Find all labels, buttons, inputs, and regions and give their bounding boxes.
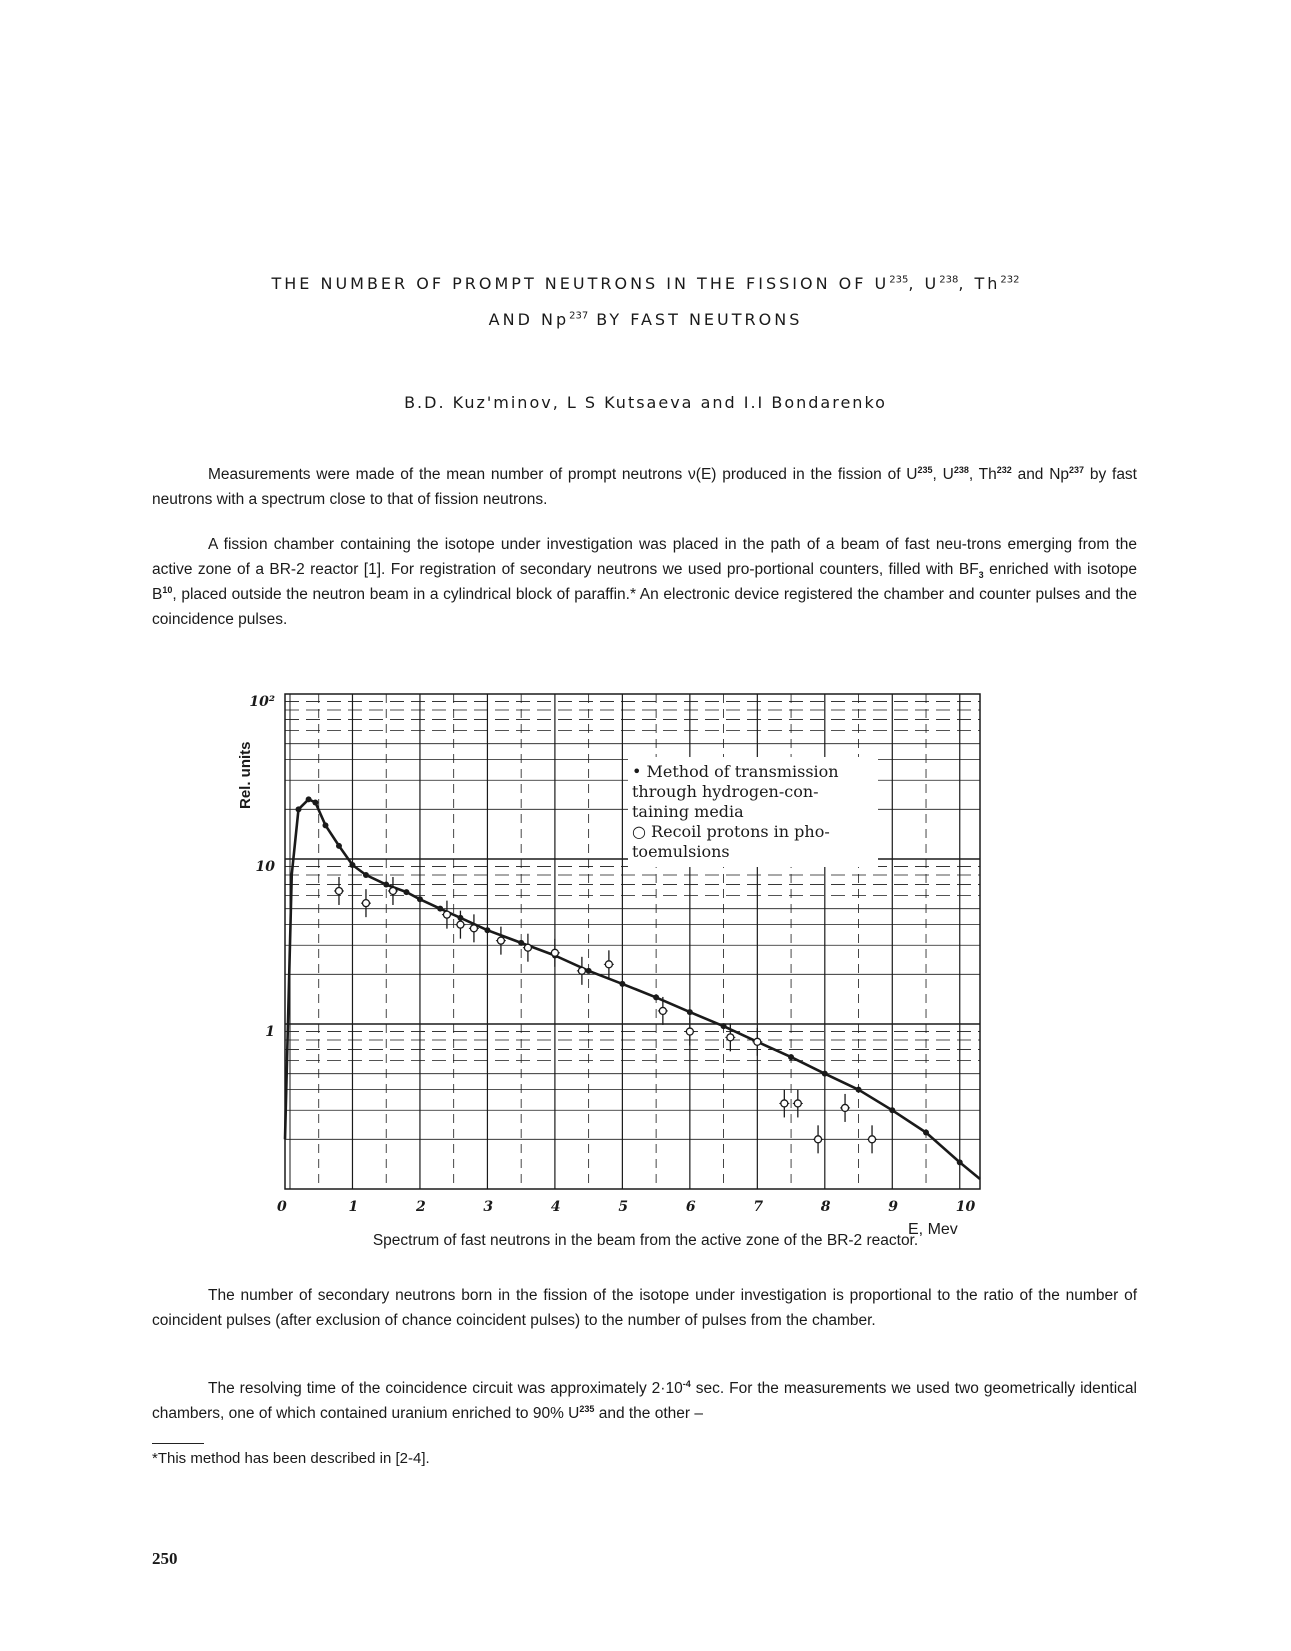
data-point-photoemulsion bbox=[869, 1136, 876, 1143]
isotope-superscript: 237 bbox=[569, 310, 589, 322]
x-tick-label: 4 bbox=[550, 1199, 561, 1215]
data-point-transmission bbox=[923, 1130, 929, 1136]
legend-entry: through hydrogen-con- bbox=[632, 782, 819, 801]
text: , U bbox=[932, 466, 954, 483]
data-point-photoemulsion bbox=[727, 1034, 734, 1041]
data-point-photoemulsion bbox=[443, 911, 450, 918]
data-point-photoemulsion bbox=[335, 887, 342, 894]
x-tick-label: 9 bbox=[888, 1199, 899, 1215]
data-point-transmission bbox=[721, 1023, 727, 1029]
text: enriched with isotope B bbox=[152, 561, 1137, 603]
y-tick-label: 10 bbox=[255, 859, 275, 875]
page-number: 250 bbox=[152, 1549, 178, 1568]
superscript: 10 bbox=[162, 584, 173, 595]
text: , placed outside the neutron beam in a cylindrical block of paraffin.* An electronic device registered the chamber and counter pulses and the coincidence pulses. bbox=[152, 586, 1137, 628]
superscript: -4 bbox=[682, 1378, 691, 1389]
superscript: 235 bbox=[917, 464, 933, 475]
data-point-photoemulsion bbox=[551, 949, 558, 956]
paragraph-4 bbox=[152, 1376, 1137, 1426]
data-point-transmission bbox=[518, 940, 524, 946]
text: A fission chamber containing the isotope under investigation was placed in the path of a beam of fast neu-trons emerging from the active zone of a BR-2 reactor [1]. For registration of secondary neutrons we used pro-portional counters, filled with BF bbox=[152, 536, 1137, 578]
legend-entry: taining media bbox=[632, 802, 744, 821]
data-point-transmission bbox=[306, 796, 312, 802]
data-point-transmission bbox=[822, 1071, 828, 1077]
text: The number of secondary neutrons born in the fission of the isotope under investigation is proportional to the ratio of the number of coincident pulses (after exclusion of chance coincident pulses) to the number of pulses from the chamber. bbox=[152, 1287, 1137, 1329]
data-point-transmission bbox=[653, 994, 659, 1000]
superscript: 237 bbox=[1069, 464, 1085, 475]
data-point-transmission bbox=[295, 806, 301, 812]
legend-entry: ○ Recoil protons in pho- bbox=[632, 822, 830, 841]
text: sec. For the measurements we used two geometrically identical chambers, one of which contained uranium enriched to 90% U bbox=[152, 1380, 1137, 1422]
data-point-photoemulsion bbox=[389, 887, 396, 894]
x-tick-label: 10 bbox=[955, 1199, 976, 1215]
data-point-transmission bbox=[788, 1054, 794, 1060]
data-point-photoemulsion bbox=[362, 900, 369, 907]
data-point-transmission bbox=[322, 822, 328, 828]
superscript: 235 bbox=[579, 1403, 595, 1414]
data-point-photoemulsion bbox=[524, 944, 531, 951]
data-point-transmission bbox=[619, 981, 625, 987]
title-text: THE NUMBER OF PROMPT NEUTRONS IN THE FISSION OF U bbox=[271, 274, 890, 293]
data-point-transmission bbox=[856, 1087, 862, 1093]
x-tick-label: 2 bbox=[415, 1199, 426, 1215]
data-point-photoemulsion bbox=[781, 1100, 788, 1107]
data-point-photoemulsion bbox=[470, 925, 477, 932]
y-tick-label: 1 bbox=[265, 1024, 275, 1040]
data-point-transmission bbox=[417, 896, 423, 902]
authors: B.D. Kuz'minov, L S Kutsaeva and I.I Bondarenko bbox=[404, 393, 887, 412]
superscript: 232 bbox=[996, 464, 1012, 475]
title-text: AND Np bbox=[488, 310, 570, 329]
text: The resolving time of the coincidence circuit was approximately 2·10 bbox=[208, 1380, 683, 1397]
y-axis-label: Rel. units bbox=[237, 741, 254, 809]
data-point-photoemulsion bbox=[605, 961, 612, 968]
x-tick-label: 1 bbox=[348, 1199, 359, 1215]
title-text: , U bbox=[908, 274, 940, 293]
x-tick-label: 0 bbox=[277, 1199, 287, 1215]
footnote: *This method has been described in [2-4]. bbox=[152, 1450, 430, 1467]
data-point-transmission bbox=[349, 862, 355, 868]
data-point-photoemulsion bbox=[497, 937, 504, 944]
footnote-divider bbox=[152, 1443, 204, 1444]
data-point-transmission bbox=[484, 927, 490, 933]
text: and the other – bbox=[594, 1405, 703, 1422]
paragraph-3 bbox=[152, 1283, 1137, 1333]
y-tick-label: 10² bbox=[249, 694, 275, 710]
x-axis-label: E, Mev bbox=[908, 1221, 958, 1238]
isotope-superscript: 235 bbox=[889, 274, 909, 286]
data-point-transmission bbox=[383, 882, 389, 888]
legend-entry: toemulsions bbox=[632, 842, 730, 861]
data-point-photoemulsion bbox=[659, 1007, 666, 1014]
superscript: 238 bbox=[953, 464, 969, 475]
isotope-superscript: 232 bbox=[1000, 274, 1020, 286]
data-point-photoemulsion bbox=[794, 1100, 801, 1107]
x-tick-label: 6 bbox=[685, 1199, 696, 1215]
data-point-transmission bbox=[687, 1009, 693, 1015]
x-tick-label: 7 bbox=[753, 1199, 764, 1215]
data-point-transmission bbox=[403, 889, 409, 895]
data-point-transmission bbox=[957, 1159, 963, 1165]
data-point-transmission bbox=[363, 872, 369, 878]
title-text: BY FAST NEUTRONS bbox=[588, 310, 803, 329]
x-tick-label: 8 bbox=[820, 1199, 831, 1215]
title-text: , Th bbox=[958, 274, 1001, 293]
text: Measurements were made of the mean number of prompt neutrons ν(E) produced in the fission of U bbox=[208, 466, 918, 483]
data-point-photoemulsion bbox=[754, 1038, 761, 1045]
data-point-photoemulsion bbox=[578, 967, 585, 974]
data-point-photoemulsion bbox=[842, 1104, 849, 1111]
data-point-transmission bbox=[437, 906, 443, 912]
data-point-transmission bbox=[889, 1107, 895, 1113]
chart-legend bbox=[628, 757, 878, 867]
data-point-photoemulsion bbox=[457, 921, 464, 928]
data-point-transmission bbox=[336, 843, 342, 849]
isotope-superscript: 238 bbox=[939, 274, 959, 286]
text: and Np bbox=[1011, 466, 1070, 483]
x-tick-label: 5 bbox=[618, 1199, 629, 1215]
x-tick-label: 3 bbox=[483, 1199, 494, 1215]
text: , Th bbox=[968, 466, 997, 483]
data-point-transmission bbox=[312, 800, 318, 806]
subscript: 3 bbox=[978, 570, 984, 581]
data-point-photoemulsion bbox=[815, 1136, 822, 1143]
legend-entry: • Method of transmission bbox=[632, 762, 839, 781]
data-point-photoemulsion bbox=[686, 1028, 693, 1035]
text: by fast neutrons with a spectrum close to that of fission neutrons. bbox=[152, 466, 1137, 508]
figure-caption: Spectrum of fast neutrons in the beam from the active zone of the BR-2 reactor. bbox=[372, 1232, 919, 1249]
